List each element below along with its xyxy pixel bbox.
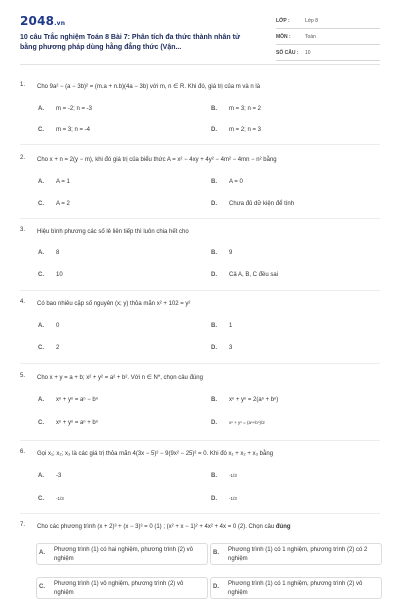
option-text: -3	[56, 473, 62, 479]
option-d[interactable]	[210, 577, 382, 599]
question-text: Gọi x₁; x₂; x₃ là các giá trị thỏa mãn 4(3x − 5)² − 9(9x² − 25)² = 0. Khi đó x₁ + x₂ + x₃ bằng	[37, 451, 274, 457]
option-text: Chưa đủ dữ kiện để tính	[229, 201, 295, 207]
question-text-emphasis: đúng	[275, 524, 291, 530]
option-letter: A.	[38, 473, 44, 479]
question-text: Hiệu bình phương các số lẻ liên tiếp thì luôn chia hết cho	[37, 229, 189, 235]
option-letter: A.	[38, 179, 44, 185]
option-text: 3	[229, 345, 233, 351]
option-c[interactable]	[36, 577, 208, 599]
option-letter: B.	[211, 473, 217, 479]
class-value: Lớp 8	[305, 18, 319, 24]
option-letter: D.	[211, 496, 217, 502]
option-text: m = -2; n = -3	[56, 106, 93, 112]
option-text: m = 2; n = 3	[229, 127, 262, 133]
meta-row-count	[276, 47, 380, 61]
worksheet-header	[20, 14, 380, 58]
option-letter: C.	[38, 127, 44, 133]
option-a[interactable]	[36, 543, 208, 565]
option-text: 9	[229, 250, 233, 256]
option-text: 0	[56, 323, 60, 329]
option-letter: B.	[211, 106, 217, 112]
question-number: 6.	[20, 449, 26, 455]
option-text: 10	[56, 272, 63, 278]
option-text: xⁿ + yⁿ = aⁿ + bⁿ	[56, 420, 98, 426]
option-text: -1/3	[56, 496, 64, 501]
count-label: SỐ CÂU :	[276, 50, 299, 56]
option-letter: D.	[211, 272, 217, 278]
option-text: m = 3; n = -4	[56, 127, 91, 133]
option-letter: C.	[38, 201, 44, 207]
question-text: Cho x + n = 2(y − m), khi đó giá trị của biểu thức A = x² − 4xy + 4y² − 4m² − 4mn − n² bằng	[37, 157, 277, 163]
option-letter: D.	[211, 127, 217, 133]
option-letter: B.	[213, 550, 219, 556]
option-text: 1	[229, 323, 233, 329]
question-divider	[20, 290, 380, 291]
option-text: -1/3	[229, 473, 237, 478]
question-text-main: Cho các phương trình (x + 2)³ + (x − 3)³ = 0 (1) ; (x² + x − 1)² + 4x² + 4x = 0 (2). Chọn câu	[37, 524, 275, 530]
option-letter: C.	[38, 272, 44, 278]
option-text: 8	[56, 250, 60, 256]
option-letter: C.	[39, 584, 45, 590]
question-divider	[20, 513, 380, 514]
option-text: xⁿ + yⁿ = 2(aⁿ + bⁿ)	[229, 397, 279, 403]
option-letter: A.	[38, 250, 44, 256]
question-divider	[20, 144, 380, 145]
question-number: 3.	[20, 227, 26, 233]
subject-label: MÔN :	[276, 34, 291, 40]
logo-text: 2048	[20, 14, 55, 28]
option-text: Phương trình (1) có 1 nghiệm, phương trình (2) vô nghiệm	[228, 581, 363, 596]
option-letter: A.	[39, 550, 45, 556]
meta-info	[276, 15, 380, 63]
option-letter: D.	[211, 420, 217, 426]
option-letter: D.	[211, 345, 217, 351]
option-letter: C.	[38, 345, 44, 351]
option-text: Phương trình (1) có 1 nghiệm, phương trình (2) có 2 nghiệm	[228, 547, 368, 562]
question-divider	[20, 218, 380, 219]
option-letter: B.	[211, 323, 217, 329]
option-text: Cả A, B, C đều sai	[229, 272, 279, 278]
class-label: LỚP :	[276, 18, 290, 24]
question-number: 7.	[20, 522, 26, 528]
question-number: 4.	[20, 299, 26, 305]
question-number: 5.	[20, 373, 26, 379]
option-letter: B.	[211, 397, 217, 403]
option-text: -1/3	[229, 496, 237, 501]
meta-row-class	[276, 15, 380, 29]
meta-row-subject	[276, 31, 380, 45]
question-divider	[20, 440, 380, 441]
option-letter: C.	[38, 420, 44, 426]
option-letter: A.	[38, 106, 44, 112]
option-text: xⁿ + yⁿ = (aⁿ+bⁿ)/2	[229, 420, 265, 425]
option-text: A = 1	[56, 179, 70, 185]
count-value: 10	[305, 50, 311, 56]
header-divider	[20, 64, 380, 65]
logo-suffix: .vn	[54, 20, 66, 27]
option-letter: B.	[211, 250, 217, 256]
option-text: A = 2	[56, 201, 70, 207]
option-text: xⁿ + yⁿ = aⁿ − bⁿ	[56, 397, 98, 403]
option-text: m = 3; n = 2	[229, 106, 262, 112]
question-text: Có bao nhiêu cặp số nguyên (x; y) thỏa mãn x² + 102 = y²	[37, 301, 191, 307]
question-text: Cho x + y = a + b; x² + y² = a² + b². Với n ∈ N*, chọn câu đúng	[37, 375, 203, 381]
option-text: Phương trình (1) có hai nghiệm, phương trình (2) vô nghiệm	[54, 547, 193, 562]
option-letter: B.	[211, 179, 217, 185]
question-divider	[20, 363, 380, 364]
option-b[interactable]	[210, 543, 382, 565]
subject-value: Toán	[305, 34, 316, 40]
page-title: 10 câu Trắc nghiệm Toán 8 Bài 7: Phân tích đa thức thành nhân tử bằng phương pháp dùng hằng đẳng thức (Vận...	[20, 34, 241, 51]
option-text: Phương trình (1) vô nghiệm, phương trình (2) vô nghiệm	[54, 581, 184, 596]
option-letter: D.	[211, 201, 217, 207]
option-letter: C.	[38, 496, 44, 502]
question-number: 1.	[20, 82, 26, 88]
option-letter: A.	[38, 323, 44, 329]
question-text: Cho 9a² − (a − 3b)² = (m.a + n.b)(4a − 3b) với m, n ∈ R. Khi đó, giá trị của m và n là	[37, 84, 261, 90]
option-text: 2	[56, 345, 60, 351]
option-text: A = 0	[229, 179, 243, 185]
question-text	[37, 522, 380, 532]
option-letter: D.	[213, 584, 219, 590]
question-number: 2.	[20, 155, 26, 161]
option-letter: A.	[38, 397, 44, 403]
